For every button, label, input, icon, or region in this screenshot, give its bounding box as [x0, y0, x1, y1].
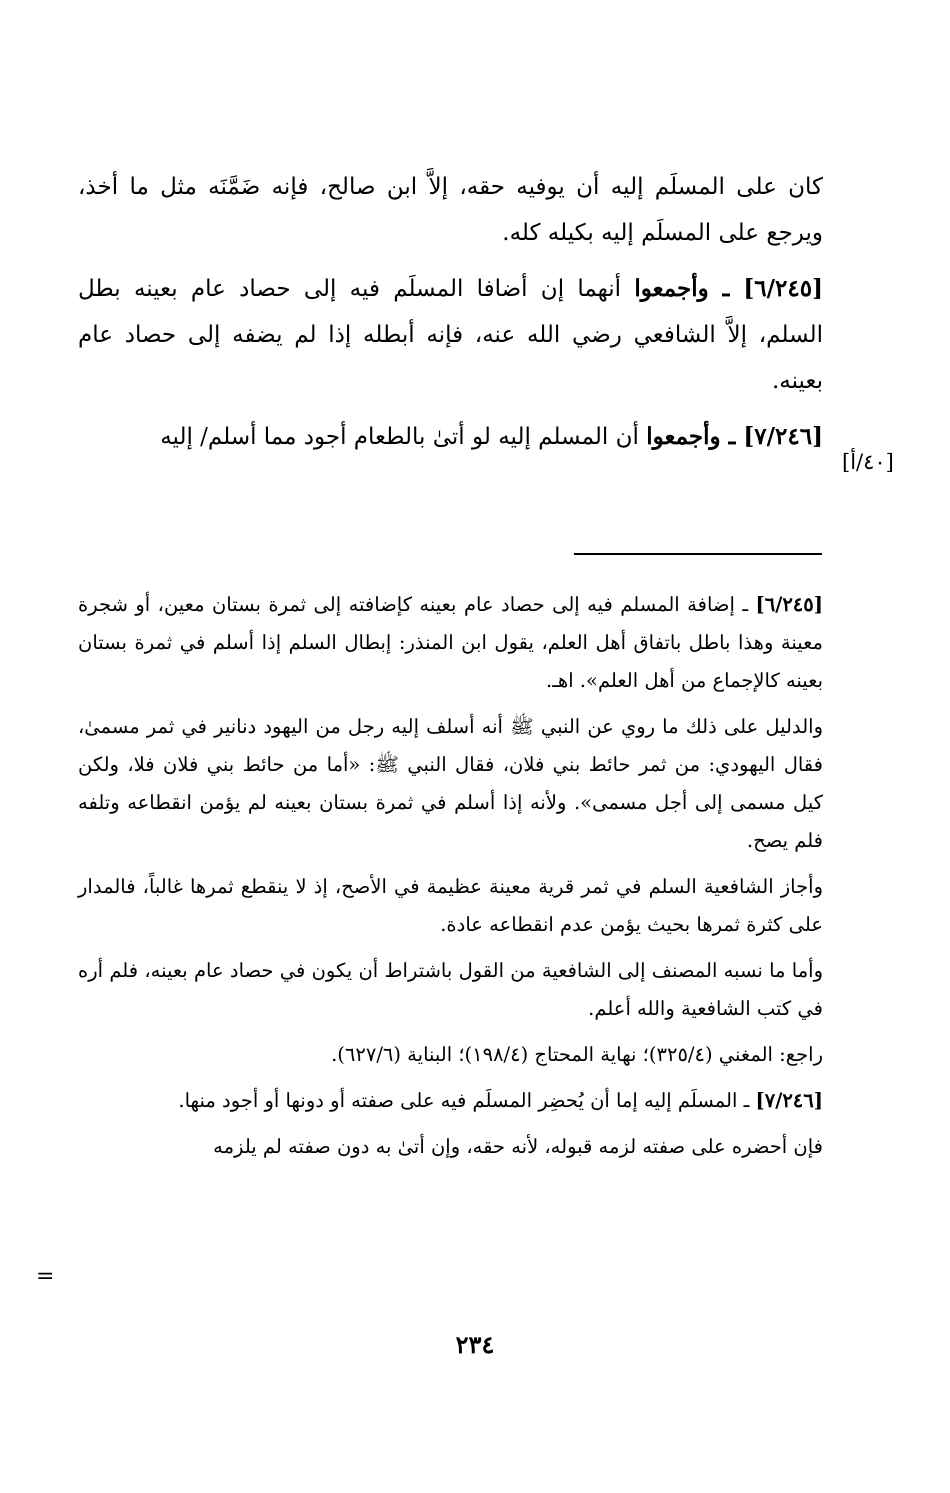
footnote-4: وأما ما نسبه المصنف إلى الشافعية من القول باشتراط أن يكون في حصاد عام بعينه، فلم أره في كتب الشافعية والله أعلم. [78, 959, 823, 1020]
footnote-1 [78, 586, 823, 700]
footnote-6: فإن أحضره على صفته لزمه قبوله، لأنه حقه، وإن أتىٰ به دون صفته لم يلزمه [213, 1135, 823, 1158]
entry-lead-word: وأجمعوا [646, 423, 721, 450]
entry-text: أن المسلم إليه لو أتىٰ بالطعام أجود مما أسلم/ إليه [160, 424, 647, 450]
footnotes [78, 586, 823, 1166]
footnote-text: ـ المسلَم إليه إما أن يُحضِر المسلَم فيه على صفته أو دونها أو أجود منها. [178, 1089, 756, 1112]
main-text [78, 164, 823, 460]
continuation-mark: = [36, 1264, 55, 1289]
footnote-number: [٧/٢٤٦] [755, 1089, 823, 1112]
manuscript-folio-ref: [٤٠/أ] [842, 450, 894, 474]
main-paragraph-3 [78, 414, 823, 460]
entry-text: أنهما إن أضافا المسلَم فيه إلى حصاد عام بعينه بطل السلم، إلاَّ الشافعي رضي الله عنه، فإنه أبطله إذا لم يضفه إلى حصاد عام بعينه. [78, 276, 823, 394]
page-number: ٢٣٤ [455, 1330, 495, 1359]
footnote-3: وأجاز الشافعية السلم في ثمر قرية معينة عظيمة في الأصح، إذ لا ينقطع ثمرها غالباً، فالمدار على كثرة ثمرها بحيث يؤمن عدم انقطاعه عادة. [78, 875, 823, 936]
main-paragraph-1: كان على المسلَم إليه أن يوفيه حقه، إلاَّ ابن صالح، فإنه ضَمَّنَه مثل ما أخذ، ويرجع على المسلَم إليه بكيله كله. [78, 174, 823, 246]
footnote-number: [٦/٢٤٥] [755, 593, 823, 616]
footnote-references: راجع: المغني (٣٢٥/٤)؛ نهاية المحتاج (١٩٨/٤)؛ البناية (٦٢٧/٦). [331, 1043, 823, 1066]
entry-number: [٦/٢٤٥] [743, 275, 823, 302]
entry-dash: ـ [708, 275, 744, 302]
main-paragraph-2 [78, 266, 823, 404]
footnote-2: والدليل على ذلك ما روي عن النبي ﷺ أنه أسلف إليه رجل من اليهود دنانير في ثمر مسمىٰ، فقال اليهودي: من ثمر حائط بني فلان، فقال النبي ﷺ: «أما من حائط بني فلان فلا، ولكن كيل مسمى إلى أجل مسمى». ولأنه إذا أسلم في ثمرة بستان بعينه لم يؤمن انقطاعه وتلفه فلم يصح. [78, 715, 823, 852]
entry-dash: ـ [720, 423, 744, 450]
entry-lead-word: وأجمعوا [634, 275, 709, 302]
footnote-5 [78, 1082, 823, 1120]
footnote-separator [574, 553, 822, 555]
footnote-text: ـ إضافة المسلم فيه إلى حصاد عام بعينه كإضافته إلى ثمرة بستان معين، أو شجرة معينة وهذا باطل باتفاق أهل العلم، يقول ابن المنذر: إبطال السلم إذا أسلم في ثمرة بستان بعينه كالإجماع من أهل العلم». اهـ. [78, 593, 823, 692]
entry-number: [٧/٢٤٦] [743, 423, 823, 450]
